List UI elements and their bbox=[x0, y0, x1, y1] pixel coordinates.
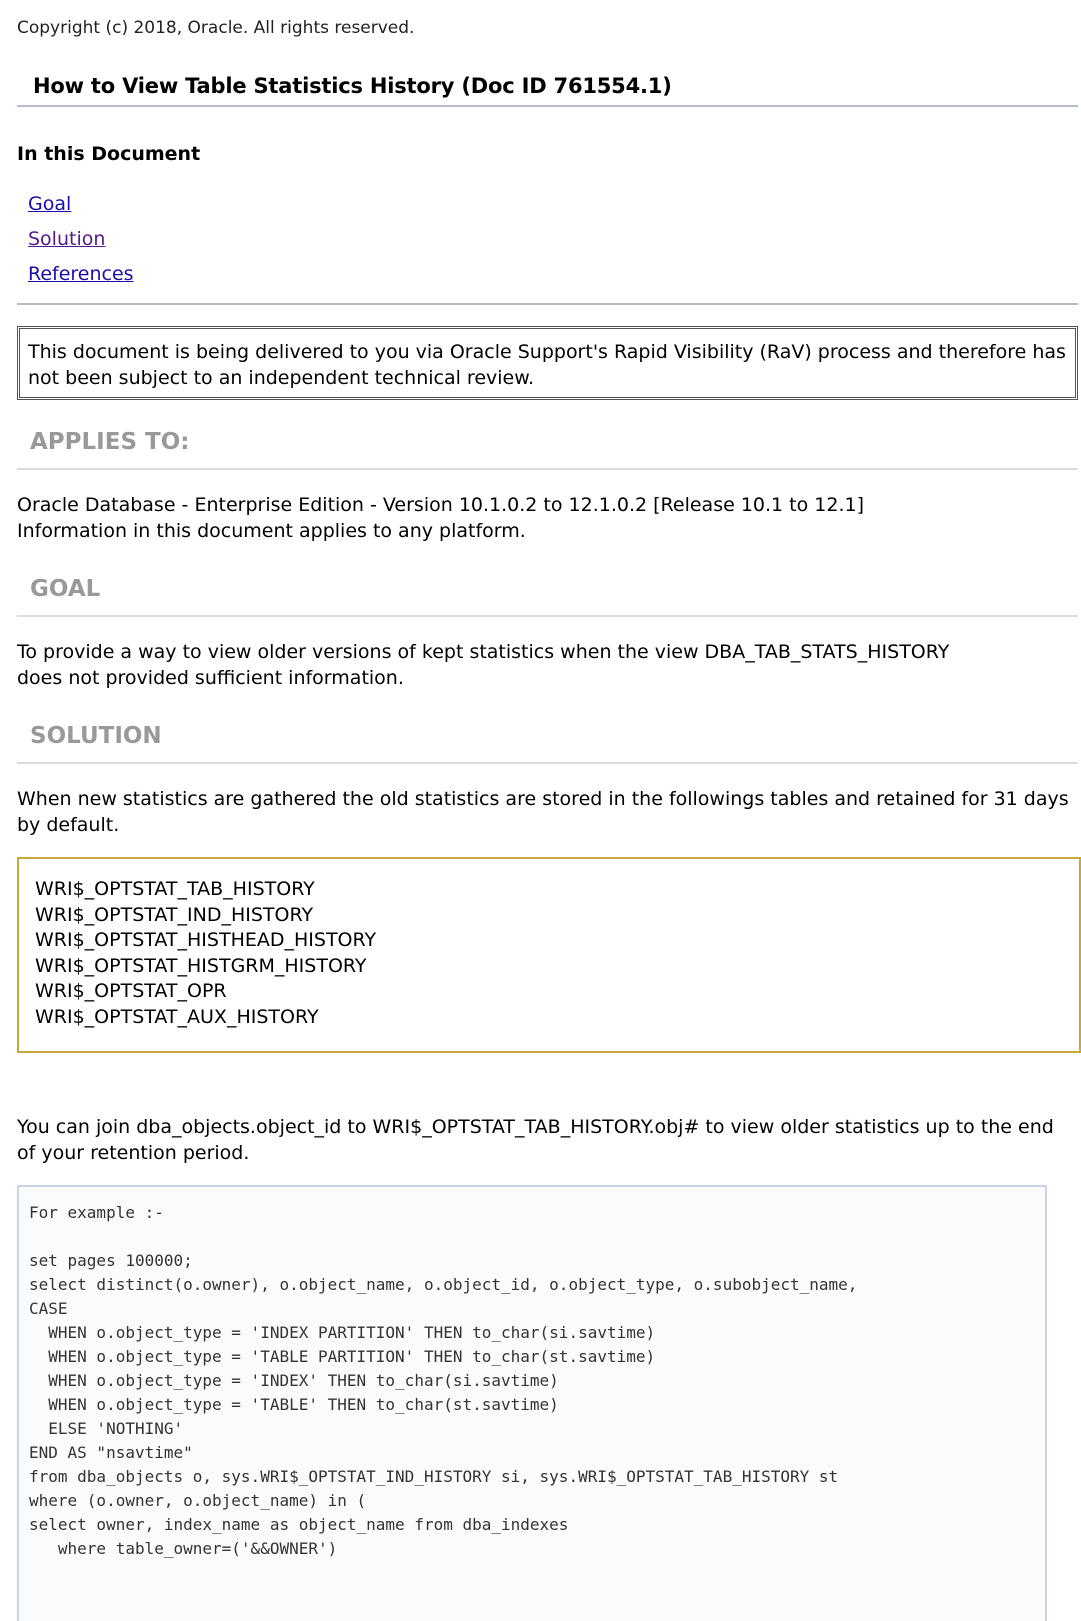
applies-to-version: Oracle Database - Enterprise Edition - Version 10.1.0.2 to 12.1.0.2 [Release 10.1 to 12.1] bbox=[17, 494, 864, 516]
toc-divider bbox=[17, 303, 1078, 305]
toc-item-goal bbox=[28, 193, 134, 228]
toc-link-solution[interactable]: Solution bbox=[28, 228, 106, 250]
join-text: You can join dba_objects.object_id to WRI$_OPTSTAT_TAB_HISTORY.obj# to view older statistics up to the end of your retention period. bbox=[17, 1116, 1054, 1164]
table-name: WRI$_OPTSTAT_OPR bbox=[35, 980, 227, 1002]
goal-heading: GOAL bbox=[30, 576, 101, 602]
toc-heading: In this Document bbox=[17, 143, 201, 165]
sql-code: For example :- set pages 100000; select distinct(o.owner), o.object_name, o.object_id, o.object_type, o.subobject_name, CASE WHEN o.object_type = 'INDEX PARTITION' THEN to_char(si.savtime) WHEN o.object_type = 'TABLE PARTITION' THEN to_char(st.savtime) WHEN o.object_type = 'INDEX' THEN to_char(si.savtime) WHEN o.object_type = 'TABLE' THEN to_char(st.savtime) ELSE 'NOTHING' END AS "nsavtime" from dba_objects o, sys.WRI$_OPTSTAT_IND_HISTORY si, sys.WRI$_OPTSTAT_TAB_HISTORY st where (o.owner, o.object_name) in ( select owner, index_name as object_name from dba_indexes where table_owner=('&&OWNER') bbox=[29, 1203, 858, 1558]
history-tables-box bbox=[17, 857, 1081, 1053]
table-name: WRI$_OPTSTAT_HISTGRM_HISTORY bbox=[35, 954, 367, 977]
applies-to-divider bbox=[17, 468, 1078, 470]
solution-intro: When new statistics are gathered the old statistics are stored in the followings tables and retained for 31 days by default. bbox=[17, 788, 1069, 836]
solution-heading: SOLUTION bbox=[30, 723, 162, 749]
toc-link-references[interactable]: References bbox=[28, 263, 134, 285]
toc-item-solution bbox=[28, 228, 134, 263]
toc-link-goal[interactable]: Goal bbox=[28, 193, 72, 215]
rav-notice: This document is being delivered to you via Oracle Support's Rapid Visibility (RaV) process and therefore has not been subject to an independent technical review. bbox=[17, 326, 1078, 400]
copyright-notice: Copyright (c) 2018, Oracle. All rights reserved. bbox=[17, 18, 415, 38]
table-name: WRI$_OPTSTAT_TAB_HISTORY bbox=[35, 878, 315, 900]
table-name: WRI$_OPTSTAT_HISTHEAD_HISTORY bbox=[35, 929, 377, 951]
toc-item-references bbox=[28, 263, 134, 298]
table-name: WRI$_OPTSTAT_AUX_HISTORY bbox=[35, 1005, 319, 1028]
applies-to-heading: APPLIES TO: bbox=[30, 429, 190, 455]
goal-divider bbox=[17, 615, 1078, 617]
table-name: WRI$_OPTSTAT_IND_HISTORY bbox=[35, 903, 314, 926]
sql-example-box bbox=[17, 1185, 1047, 1621]
solution-divider bbox=[17, 762, 1078, 764]
applies-to-text bbox=[17, 492, 1077, 544]
page-title: How to View Table Statistics History (Doc ID 761554.1) bbox=[33, 74, 672, 98]
title-bar bbox=[17, 70, 1078, 107]
applies-to-platform: Information in this document applies to any platform. bbox=[17, 520, 526, 542]
table-of-contents bbox=[28, 193, 134, 298]
goal-text: To provide a way to view older versions of kept statistics when the view DBA_TAB_STATS_HISTORY does not provided sufficient information. bbox=[17, 641, 950, 689]
